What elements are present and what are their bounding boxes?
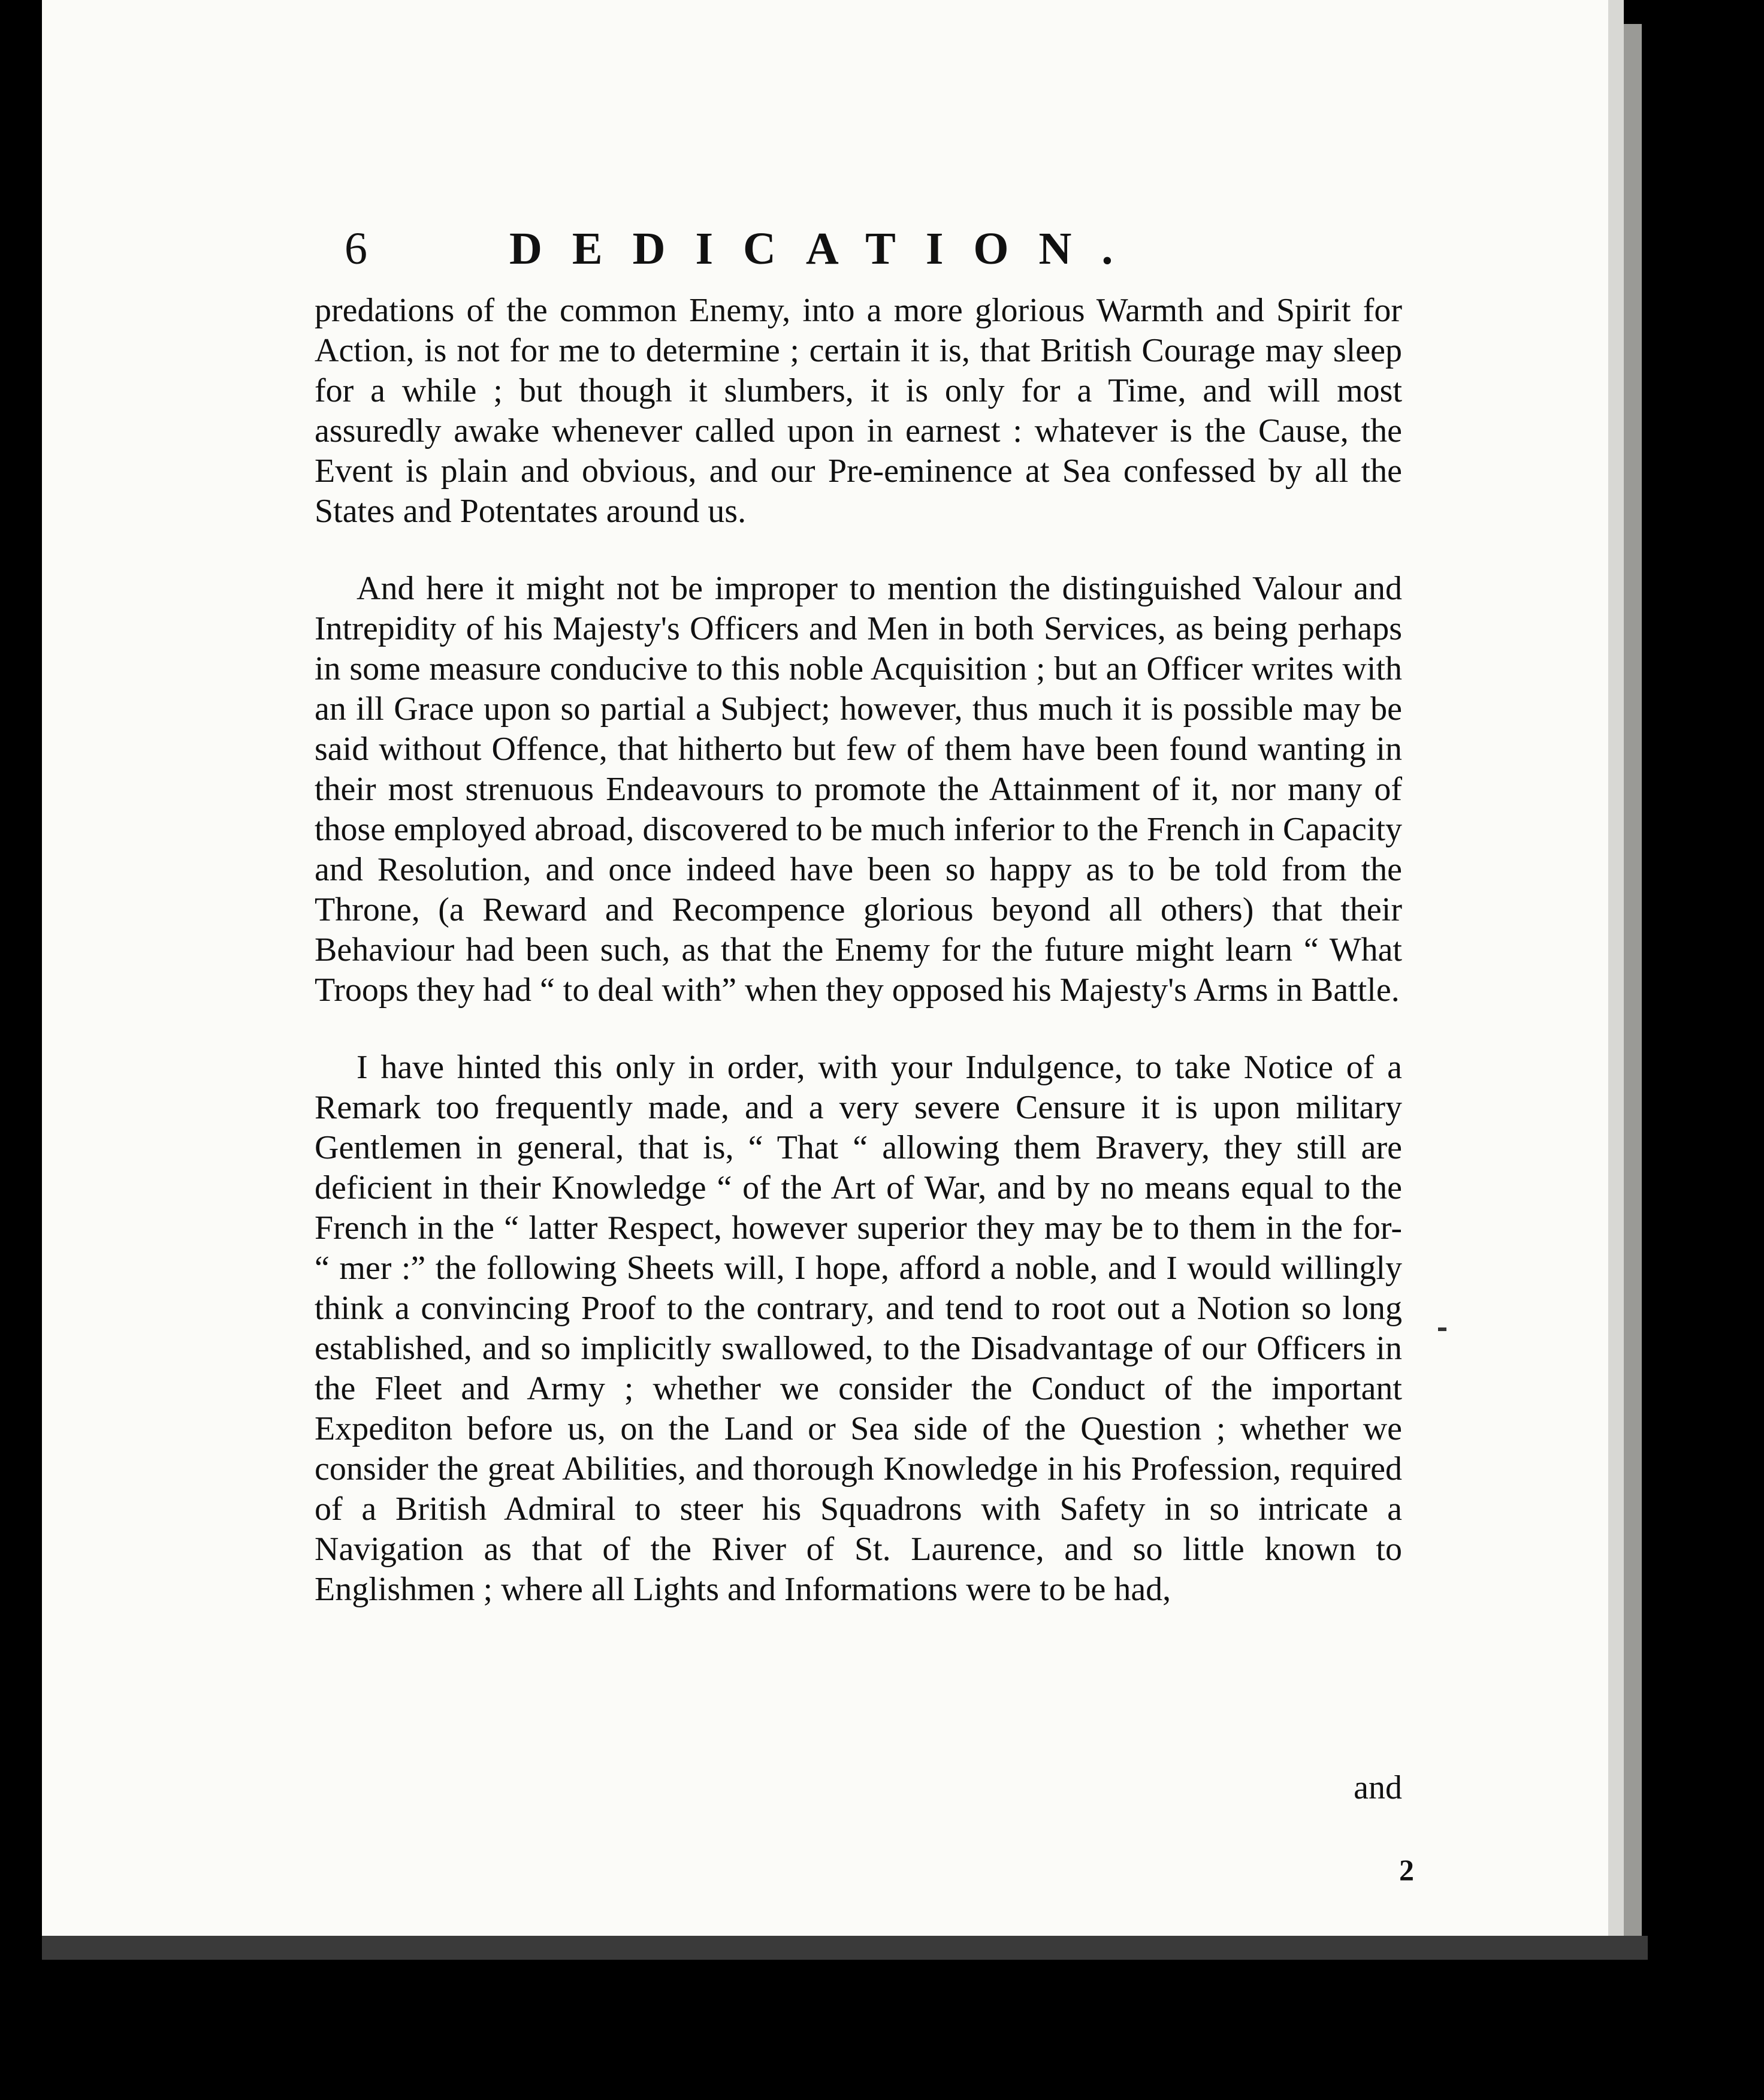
page-bottom-shadow (42, 1936, 1648, 1960)
catchword: and (1354, 1769, 1402, 1806)
paragraph-1: predations of the common Enemy, into a more glorious Warmth and Spirit for Action, is not for me to determine ; certain it is, that British Courage may sleep for a while ; but though it slumbers, it is only for a Time, and will most assuredly awake whenever called upon in earnest : whatever is the Cause, the Event is plain and obvious, and our Pre-eminence at Sea confessed by all the States and Potentates around us. (315, 292, 1402, 530)
body-text (315, 291, 1402, 1610)
running-head: DEDICATION. (509, 224, 1143, 274)
page-edge (1624, 24, 1642, 1936)
page-number: 6 (345, 224, 367, 274)
page-header (345, 213, 1363, 285)
signature-mark: 2 (1399, 1853, 1414, 1887)
paragraph-3: I have hinted this only in order, with your Indulgence, to take Notice of a Remark too frequently made, and a very severe Censure it is upon military Gentlemen in general, that is, “ That “ allowing them Bravery, they still are deficient in their Knowledge “ of the Art of War, and by no means equal to the French in the “ latter Respect, however superior they may be to them in the for- “ mer :” the following Sheets will, I hope, afford a noble, and I would willingly think a convincing Proof to the contrary, and tend to root out a Notion so long established, and so implicitly swallowed, to the Disadvantage of our Officers in the Fleet and Army ; whether we consider the Conduct of the important Expediton before us, on the Land or Sea side of the Question ; whether we consider the great Abilities, and thorough Knowledge in his Profession, required of a British Admiral to steer his Squadrons with Safety in so intricate a Navigation as that of the River of St. Laurence, and so little known to Englishmen ; where all Lights and Informations were to be had, (315, 1049, 1402, 1608)
margin-mark (1438, 1327, 1446, 1331)
paragraph-2: And here it might not be improper to mention the distinguished Valour and Intrepidity of his Majesty's Officers and Men in both Services, as being perhaps in some measure conducive to this noble Acquisition ; but an Officer writes with an ill Grace upon so partial a Subject; however, thus much it is possible may be said without Offence, that hitherto but few of them have been found wanting in their most strenuous Endeavours to promote the Attainment of it, nor many of those employed abroad, discovered to be much inferior to the French in Capacity and Resolution, and once indeed have been so happy as to be told from the Throne, (a Reward and Recompence glorious beyond all others) that their Behaviour had been such, as that the Enemy for the future might learn “ What Troops they had “ to deal with” when they opposed his Majesty's Arms in Battle. (315, 570, 1402, 1009)
